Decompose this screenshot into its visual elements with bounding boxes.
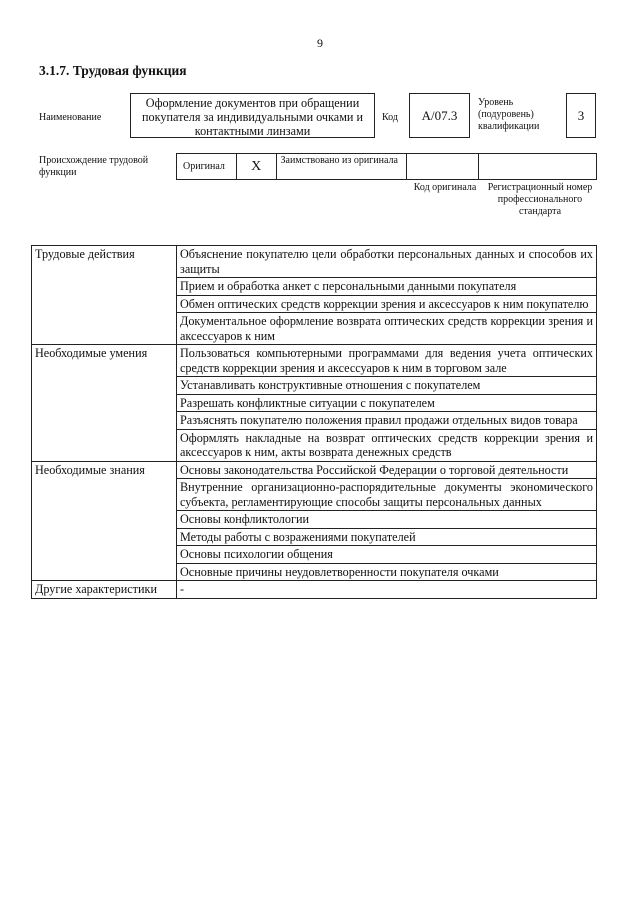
item-cell: Разрешать конфликтные ситуации с покупателем <box>177 394 597 412</box>
table-row <box>32 461 597 479</box>
item-cell: Основы законодательства Российской Федерации о торговой деятельности <box>177 461 597 479</box>
level-value-box: 3 <box>566 93 596 138</box>
code-original-label: Код оригинала <box>413 182 477 193</box>
origin-row <box>176 153 597 180</box>
table-row <box>32 581 597 599</box>
reg-number-label: Регистрационный номер профессионального стандарта <box>487 182 593 217</box>
item-cell: Пользоваться компьютерными программами для ведения учета оптических средств коррекции зрения и аксессуаров к ним в торговом зале <box>177 345 597 377</box>
category-cell: Другие характеристики <box>32 581 177 599</box>
function-name-box: Оформление документов при обращении покупателя за индивидуальными очками и контактными линзами <box>130 93 375 138</box>
item-cell: Прием и обработка анкет с персональными данными покупателя <box>177 278 597 296</box>
table-row <box>32 246 597 278</box>
section-title: 3.1.7. Трудовая функция <box>39 63 187 78</box>
original-mark: X <box>237 154 277 179</box>
reg-number-cell <box>479 154 596 179</box>
item-cell: Основы психологии общения <box>177 546 597 564</box>
function-details-table <box>31 245 597 599</box>
category-cell: Трудовые действия <box>32 246 177 345</box>
category-cell: Необходимые знания <box>32 461 177 581</box>
item-cell: Устанавливать конструктивные отношения с покупателем <box>177 377 597 395</box>
item-cell: Оформлять накладные на возврат оптических средств коррекции зрения и аксессуаров к ним, акты возврата денежных средств <box>177 429 597 461</box>
item-cell: Основы конфликтологии <box>177 511 597 529</box>
original-label: Оригинал <box>177 154 237 179</box>
item-cell: - <box>177 581 597 599</box>
name-label: Наименование <box>39 112 102 123</box>
code-original-cell <box>407 154 479 179</box>
item-cell: Методы работы с возражениями покупателей <box>177 528 597 546</box>
item-cell: Основные причины неудовлетворенности покупателя очками <box>177 563 597 581</box>
level-label: Уровень (подуровень) квалификации <box>478 97 540 132</box>
code-label: Код <box>382 112 398 123</box>
item-cell: Обмен оптических средств коррекции зрения и аксессуаров к ним покупателю <box>177 295 597 313</box>
category-cell: Необходимые умения <box>32 345 177 462</box>
page-number: 9 <box>317 36 323 50</box>
code-value-box: А/07.3 <box>409 93 470 138</box>
origin-label: Происхождение трудовой функции <box>39 155 149 178</box>
item-cell: Документальное оформление возврата оптических средств коррекции зрения и аксессуаров к ним <box>177 313 597 345</box>
item-cell: Разъяснять покупателю положения правил продажи отдельных видов товара <box>177 412 597 430</box>
table-row <box>32 345 597 377</box>
item-cell: Внутренние организационно-распорядительные документы экономического субъекта, регламентирующие способы защиты персональных данных <box>177 479 597 511</box>
borrowed-label: Заимствовано из оригинала <box>277 154 407 179</box>
item-cell: Объяснение покупателю цели обработки персональных данных и способов их защиты <box>177 246 597 278</box>
